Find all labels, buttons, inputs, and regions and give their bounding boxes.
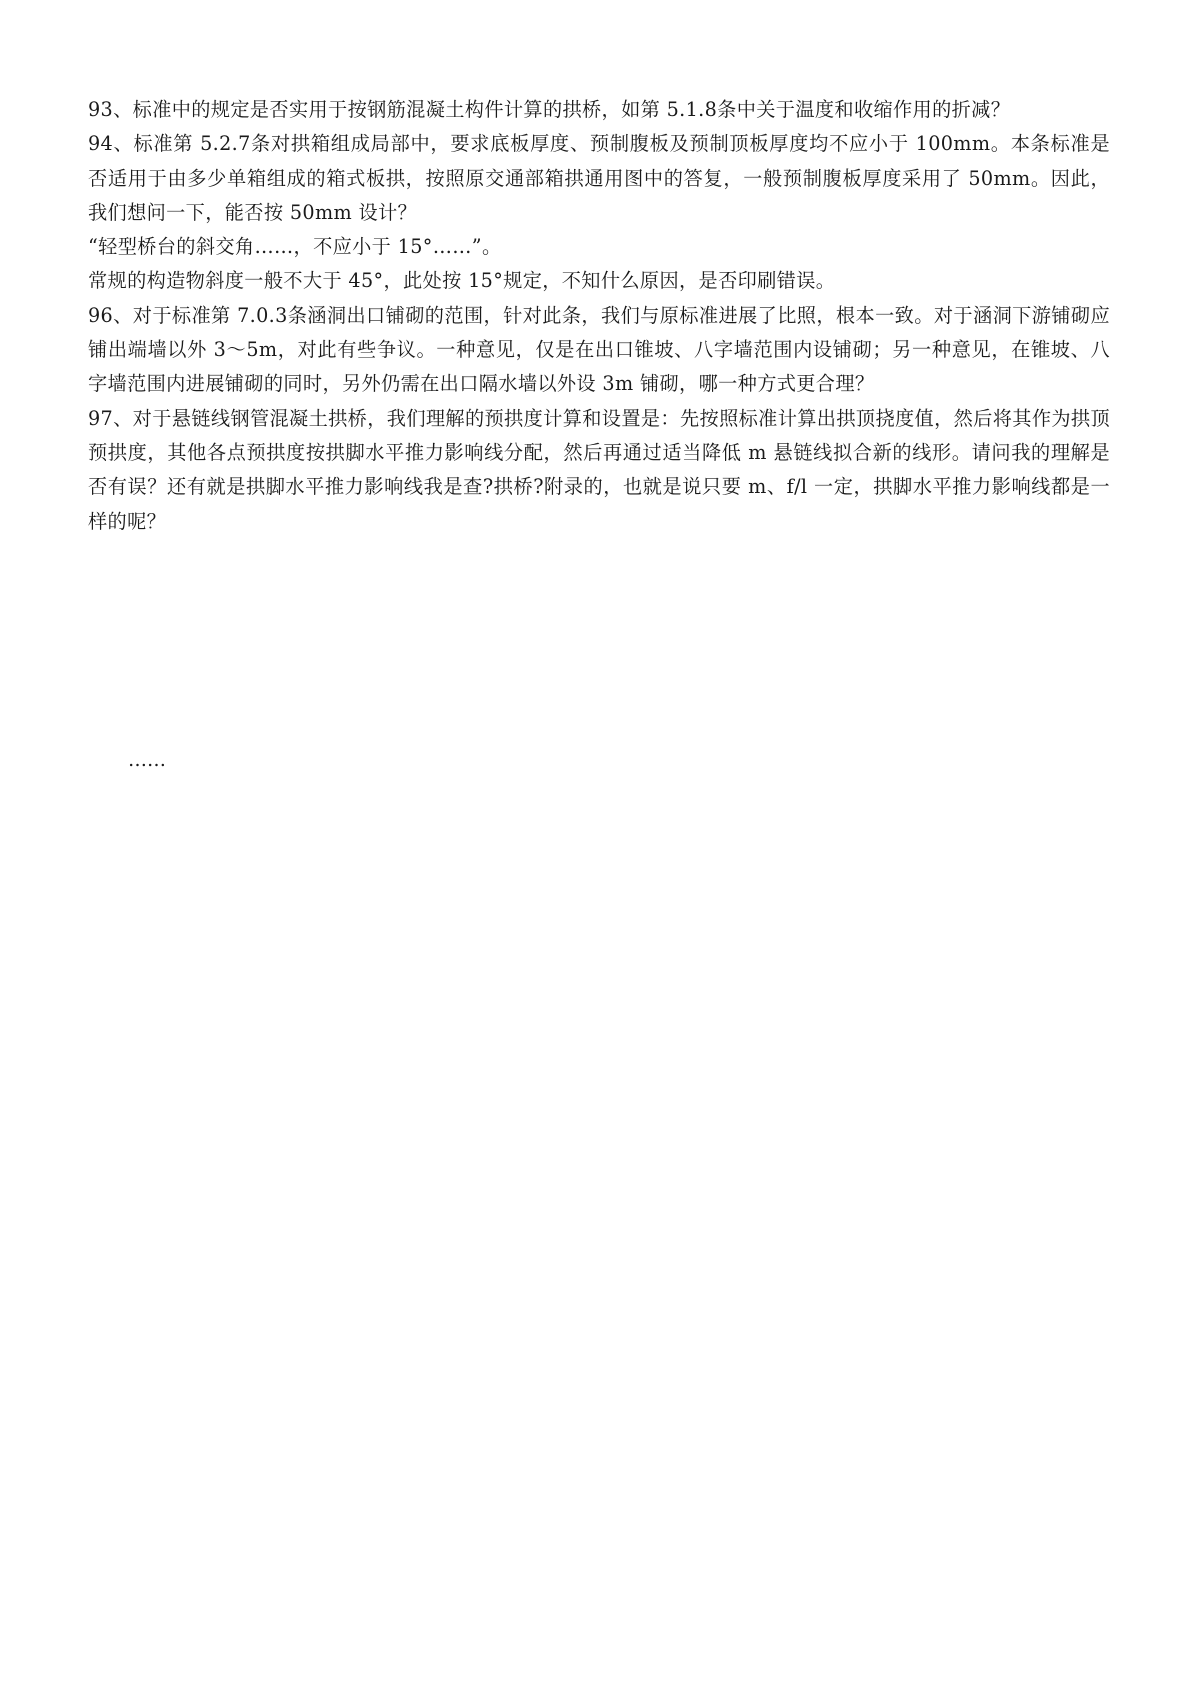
question-93: 93、标准中的规定是否实用于按钢筋混凝土构件计算的拱桥，如第 5.1.8条中关于温度和收缩作用的折减？	[88, 98, 1011, 121]
question-97: 97、对于悬链线钢管混凝土拱桥，我们理解的预拱度计算和设置是：先按照标准计算出拱顶挠度值，然后将其作为拱顶预拱度，其他各点预拱度按拱脚水平推力影响线分配，然后再通过适当降低 m 悬链线拟合新的线形。请问我的理解是否有误？还有就是拱脚水平推力影响线我是查?拱桥?附录的，也就是说只要 m、f/l 一定，拱脚水平推力影响线都是一样的呢？	[88, 406, 1110, 533]
continuation-ellipsis: ……	[128, 749, 166, 771]
document-body	[88, 93, 1110, 539]
question-96: 96、对于标准第 7.0.3条涵洞出口铺砌的范围，针对此条，我们与原标准进展了比照，根本一致。对于涵洞下游铺砌应铺出端墙以外 3～5m，对此有些争议。一种意见，仅是在出口锥坡、八字墙范围内设铺砌；另一种意见，在锥坡、八字墙范围内进展铺砌的同时，另外仍需在出口隔水墙以外设 3m 铺砌，哪一种方式更合理？	[88, 303, 1110, 396]
question-94: 94、标准第 5.2.7条对拱箱组成局部中，要求底板厚度、预制腹板及预制顶板厚度均不应小于 100mm。本条标准是否适用于由多少单箱组成的箱式板拱，按照原交通部箱拱通用图中的答复，一般预制腹板厚度采用了 50mm。因此，我们想问一下，能否按 50mm 设计？	[88, 132, 1110, 224]
skew-angle-note: 常规的构造物斜度一般不大于 45°，此处按 15°规定，不知什么原因，是否印刷错误。	[88, 269, 836, 293]
quoted-clause: “轻型桥台的斜交角……，不应小于 15°……”。	[88, 235, 502, 259]
